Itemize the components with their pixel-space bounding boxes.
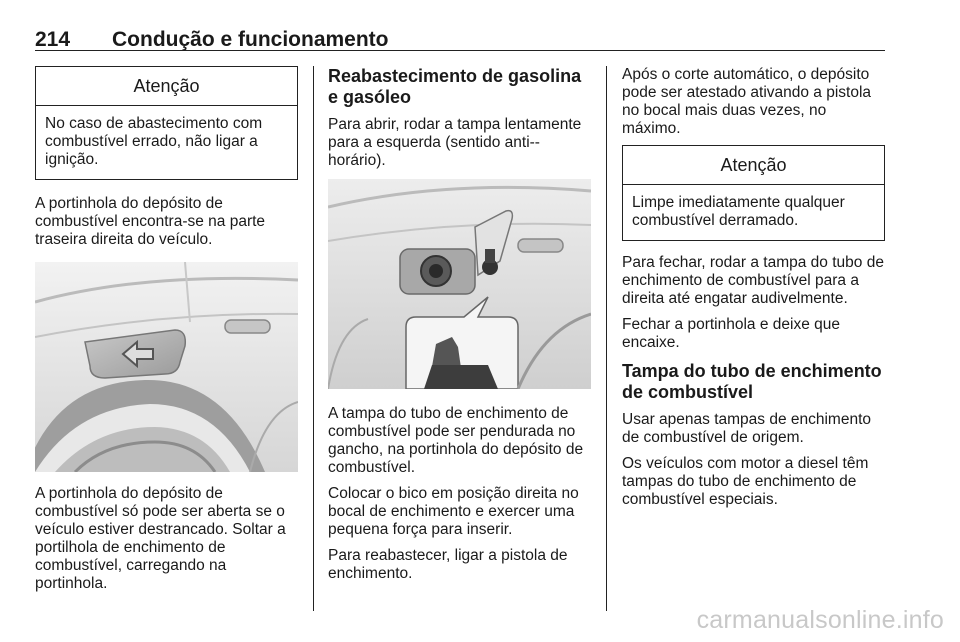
running-title: Condução e funcionamento [112,28,389,51]
paragraph: Usar apenas tampas de enchimento de combustível de origem. [622,411,872,446]
paragraph: Após o corte automático, o depósito pode ser atestado ativando a pistola no bocal mais duas vezes, no máximo. [622,66,872,137]
warning-text: No caso de abastecimento com combustível errado, não ligar a ignição. [45,115,263,168]
fuel-cap-illustration [328,179,591,389]
section-heading: Tampa do tubo de enchimento de combustível [622,361,882,402]
page-number: 214 [35,28,71,51]
paragraph: Os veículos com motor a diesel têm tampas do tubo de enchimento de combustível especiais. [622,455,869,508]
paragraph: Para abrir, rodar a tampa lentamente para a esquerda (sentido anti--horário). [328,116,582,169]
column-divider [606,66,607,611]
paragraph: A tampa do tubo de enchimento de combustível pode ser pendurada no gancho, na portinhola do depósito de combustível. [328,405,584,476]
column-divider [313,66,314,611]
paragraph: Fechar a portinhola e deixe que encaixe. [622,316,841,351]
paragraph: A portinhola do depósito de combustível só pode ser aberta se o veículo estiver destrancado. Soltar a portilhola de enchimento de combustível, carregando na portinhola. [35,485,286,592]
warning-box [622,145,885,241]
warning-title: Atenção [623,146,884,185]
paragraph: Para reabastecer, ligar a pistola de enchimento. [328,547,568,582]
column-middle [328,66,591,583]
page-header [35,20,885,51]
paragraph: Para fechar, rodar a tampa do tubo de enchimento de combustível para a direita até engatar audivelmente. [622,254,884,307]
warning-box [35,66,298,180]
fuel-door-illustration [35,262,298,472]
watermark: carmanualsonline.info [696,606,944,634]
warning-text: Limpe imediatamente qualquer combustível derramado. [632,194,845,229]
paragraph: Colocar o bico em posição direita no bocal de enchimento e exercer uma pequena força para inserir. [328,485,579,538]
column-left [35,66,298,593]
warning-title: Atenção [36,67,297,106]
column-right [622,66,885,509]
section-heading: Reabastecimento de gasolina e gasóleo [328,66,582,107]
paragraph: A portinhola do depósito de combustível encontra-se na parte traseira direita do veículo. [35,195,266,248]
